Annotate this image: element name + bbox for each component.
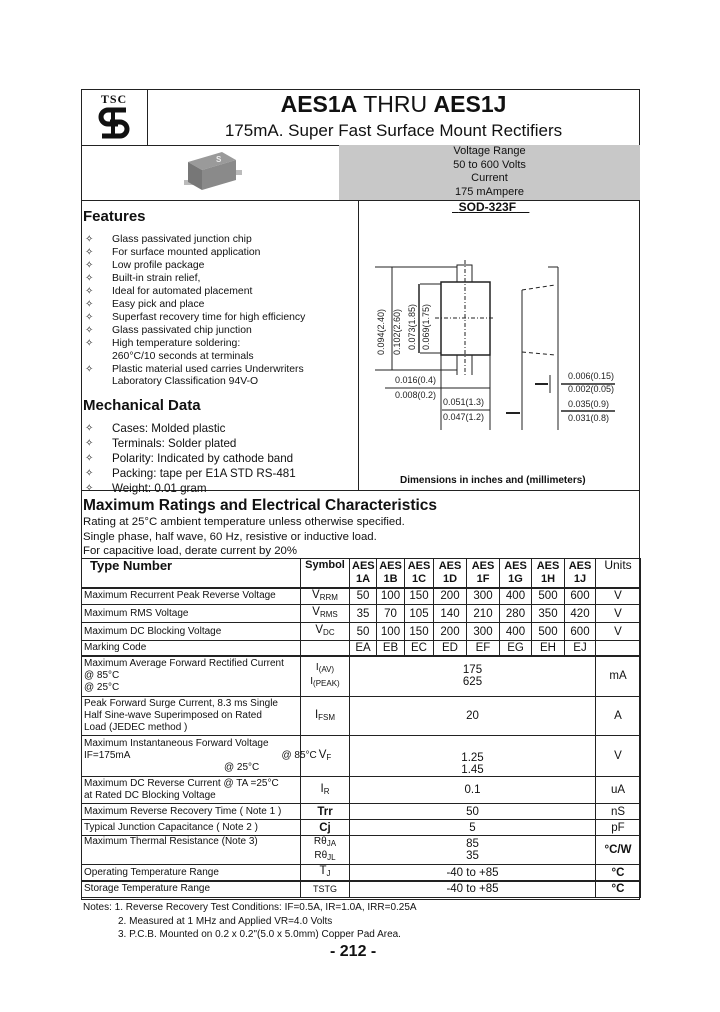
feature-item [83, 234, 305, 247]
table-row-vdc [82, 623, 641, 641]
package-name-text: SOD-323F [458, 200, 517, 214]
row-symbol: $I_{FSM}$ [301, 697, 350, 736]
dim-label: 0.031(0.8) [568, 413, 610, 423]
dim-label: 0.073(1.85) [407, 303, 417, 350]
cell-unit: nS [596, 804, 641, 820]
feature-text: Easy pick and place [112, 298, 205, 310]
diamond-bullet-icon: ✧ [85, 438, 94, 449]
table-row-marking [82, 641, 641, 656]
dim-label: 0.006(0.15) [568, 371, 615, 381]
table-row-tj [82, 865, 641, 882]
cell-value: EF [467, 641, 500, 656]
row-label: Maximum DC Blocking Voltage [82, 623, 301, 641]
cell-value: 1.25 1.45 [350, 736, 596, 777]
table-row-vrms [82, 605, 641, 623]
cell-value: 100 [377, 623, 405, 641]
dim-label: 0.035(0.9) [568, 399, 610, 409]
mechanical-list [83, 421, 296, 496]
cell-value: 150 [405, 623, 434, 641]
diamond-bullet-icon: ✧ [85, 337, 94, 349]
feature-text: Laboratory Classification 94V-O [112, 376, 259, 388]
table-row-vf [82, 736, 641, 777]
current-label: Current [471, 172, 508, 184]
row-symbol: $V_F$ [301, 736, 350, 777]
col-part: AES 1B [377, 559, 405, 588]
feature-item-continuation [83, 351, 305, 364]
table-row-vrrm [82, 588, 641, 605]
note-2: 2. Measured at 1 MHz and Applied VR=4.0 Volts [118, 915, 333, 927]
cell-value: 175 625 [350, 656, 596, 697]
col-part: AES 1G [500, 559, 532, 588]
feature-item [83, 312, 305, 325]
feature-item-continuation [83, 376, 305, 389]
feature-text: Glass passivated junction chip [112, 234, 252, 245]
note-3: 3. P.C.B. Mounted on 0.2 x 0.2"(5.0 x 5.0mm) Copper Pad Area. [118, 929, 401, 940]
row-symbol: $I_R$ [301, 777, 350, 804]
voltage-range-value: 50 to 600 Volts [453, 158, 526, 171]
row-label: Maximum Instantaneous Forward Voltage IF=175mA @ 85°C @ 25°C [82, 736, 301, 777]
diamond-bullet-icon: ✧ [85, 259, 94, 271]
summary-bottom-divider [81, 200, 640, 201]
mechanical-item [83, 421, 296, 436]
feature-text: 260°C/10 seconds at terminals [112, 350, 254, 362]
dim-label: 0.047(1.2) [443, 412, 485, 422]
table-row-tstg [82, 881, 641, 897]
ratings-table [81, 558, 641, 898]
row-symbol [301, 641, 350, 656]
row-symbol: $I_{(AV)}$ $I_{(PEAK)}$ [301, 656, 350, 697]
cell-value: 5 [350, 820, 596, 836]
cell-value: 200 [434, 623, 467, 641]
ratings-heading: Maximum Ratings and Electrical Characteristics [83, 497, 438, 514]
component-image [178, 148, 250, 194]
col-symbol: Symbol [301, 559, 350, 588]
table-header-row [82, 559, 641, 588]
diamond-bullet-icon: ✧ [85, 423, 94, 434]
feature-item [83, 364, 305, 377]
cell-value: 85 35 [350, 836, 596, 865]
dim-label: 0.016(0.4) [395, 375, 437, 385]
cell-value: 600 [565, 588, 596, 605]
cell-value: 300 [467, 623, 500, 641]
row-symbol: $R\theta_{JA}$ $R\theta_{JL}$ [301, 836, 350, 865]
dim-label: 0.102(2.60) [392, 308, 402, 355]
cell-value: -40 to +85 [350, 881, 596, 897]
cell-unit [596, 641, 641, 656]
diamond-bullet-icon: ✧ [85, 246, 94, 258]
row-label: Marking Code [82, 641, 301, 656]
cell-unit: °C/W [596, 836, 641, 865]
features-heading: Features [83, 208, 146, 225]
dim-label: 0.051(1.3) [443, 397, 485, 407]
ratings-line: Rating at 25°C ambient temperature unless otherwise specified. [83, 516, 405, 528]
table-row-ifsm [82, 697, 641, 736]
cell-value: 600 [565, 623, 596, 641]
cell-unit: mA [596, 656, 641, 697]
title-part-end: AES1J [433, 91, 507, 117]
cell-value: 150 [405, 588, 434, 605]
diamond-bullet-icon: ✧ [85, 324, 94, 336]
row-symbol: $T_J$ [301, 865, 350, 882]
diamond-bullet-icon: ✧ [85, 234, 94, 245]
dim-label: 0.094(2.40) [376, 308, 386, 355]
cell-value: EG [500, 641, 532, 656]
cell-value: 210 [467, 605, 500, 623]
cell-value: -40 to +85 [350, 865, 596, 882]
voltage-range-label: Voltage Range [453, 145, 526, 157]
row-label: Operating Temperature Range [82, 865, 301, 882]
col-part: AES 1A [350, 559, 377, 588]
cell-value: 20 [350, 697, 596, 736]
diamond-bullet-icon: ✧ [85, 483, 94, 494]
feature-text: For surface mounted application [112, 246, 261, 258]
col-part: AES 1H [532, 559, 565, 588]
diamond-bullet-icon: ✧ [85, 285, 94, 297]
mechanical-item [83, 436, 296, 451]
mechanical-text: Weight: 0.01 gram [112, 482, 207, 495]
feature-text: High temperature soldering: [112, 337, 241, 349]
cell-value: EJ [565, 641, 596, 656]
dim-label: 0.069(1.75) [421, 303, 431, 350]
table-row-iav [82, 656, 641, 697]
summary-box [339, 145, 640, 200]
col-part: AES 1D [434, 559, 467, 588]
current-value: 175 mAmpere [454, 185, 525, 198]
tsc-logo [82, 90, 147, 145]
cell-value: 200 [434, 588, 467, 605]
diamond-bullet-icon: ✧ [85, 468, 94, 479]
features-divider [358, 200, 359, 490]
cell-value: 400 [500, 588, 532, 605]
row-label: Storage Temperature Range [82, 881, 301, 897]
cell-value: EC [405, 641, 434, 656]
cell-unit: pF [596, 820, 641, 836]
package-name [452, 200, 529, 214]
mechanical-heading: Mechanical Data [83, 397, 201, 414]
cell-unit: °C [596, 881, 641, 897]
cell-value: EA [350, 641, 377, 656]
title-thru: THRU [357, 91, 434, 117]
cell-value: 70 [377, 605, 405, 623]
row-label: Maximum Reverse Recovery Time ( Note 1 ) [82, 804, 301, 820]
feature-item [83, 247, 305, 260]
table-row-ir [82, 777, 641, 804]
logo-text: TSC [100, 92, 128, 106]
table-row-cj [82, 820, 641, 836]
col-part: AES 1J [565, 559, 596, 588]
cell-unit: V [596, 736, 641, 777]
feature-item [83, 299, 305, 312]
diamond-bullet-icon: ✧ [85, 311, 94, 323]
cell-value: 500 [532, 623, 565, 641]
notes [83, 901, 417, 942]
page-number: - 212 - [330, 943, 377, 960]
row-label: Peak Forward Surge Current, 8.3 ms Single Half Sine-wave Superimposed on Rated Load (JEDEC method ) [82, 697, 301, 736]
cell-value: 350 [532, 605, 565, 623]
feature-item [83, 260, 305, 273]
row-symbol: TSTG [301, 881, 350, 897]
cell-value: 50 [350, 804, 596, 820]
feature-item [83, 273, 305, 286]
svg-text:S: S [216, 155, 222, 164]
row-symbol: $V_{RRM}$ [301, 588, 350, 605]
feature-item [83, 286, 305, 299]
row-label: Maximum Recurrent Peak Reverse Voltage [82, 588, 301, 605]
cell-value: ED [434, 641, 467, 656]
cell-value: 400 [500, 623, 532, 641]
row-symbol: Trr [301, 804, 350, 820]
cell-value: 0.1 [350, 777, 596, 804]
page-subtitle: 175mA. Super Fast Surface Mount Rectifiers [224, 121, 563, 140]
feature-item [83, 325, 305, 338]
cell-value: 50 [350, 588, 377, 605]
diamond-bullet-icon: ✧ [85, 272, 94, 284]
dim-label: 0.008(0.2) [395, 390, 437, 400]
dimension-note: Dimensions in inches and (millimeters) [400, 475, 586, 486]
package-dimension-drawing [370, 255, 640, 430]
cell-value: 500 [532, 588, 565, 605]
feature-text: Superfast recovery time for high efficiency [112, 311, 306, 323]
cell-value: 105 [405, 605, 434, 623]
cell-unit: V [596, 588, 641, 605]
mechanical-text: Polarity: Indicated by cathode band [112, 452, 294, 465]
feature-text: Low profile package [112, 259, 205, 271]
tsc-logo-icon [96, 106, 132, 140]
feature-text: Glass passivated chip junction [112, 324, 252, 336]
col-type-number: Type Number [82, 559, 301, 588]
diamond-bullet-icon: ✧ [85, 298, 94, 310]
page-title [147, 90, 640, 118]
cell-value: 140 [434, 605, 467, 623]
row-label: Typical Junction Capacitance ( Note 2 ) [82, 820, 301, 836]
row-label: Maximum Average Forward Rectified Current @ 85°C @ 25°C [82, 656, 301, 697]
ratings-line: For capacitive load, derate current by 20% [83, 545, 298, 557]
cell-unit: V [596, 623, 641, 641]
table-row-trr [82, 804, 641, 820]
row-label: Maximum RMS Voltage [82, 605, 301, 623]
feature-item [83, 338, 305, 351]
note-1: Notes: 1. Reverse Recovery Test Conditions: IF=0.5A, IR=1.0A, IRR=0.25A [83, 902, 417, 913]
cell-unit: A [596, 697, 641, 736]
cell-value: 50 [350, 623, 377, 641]
mechanical-text: Cases: Molded plastic [112, 422, 226, 435]
col-part: AES 1F [467, 559, 500, 588]
features-list [83, 234, 305, 389]
row-symbol: Cj [301, 820, 350, 836]
cell-value: 300 [467, 588, 500, 605]
cell-value: 280 [500, 605, 532, 623]
row-symbol: $V_{RMS}$ [301, 605, 350, 623]
feature-text: Built-in strain relief, [112, 272, 201, 284]
feature-text: Ideal for automated placement [112, 285, 253, 297]
mechanical-text: Terminals: Solder plated [112, 437, 237, 450]
cell-unit: V [596, 605, 641, 623]
diamond-bullet-icon: ✧ [85, 363, 94, 375]
mechanical-item [83, 451, 296, 466]
diamond-bullet-icon: ✧ [85, 453, 94, 464]
dim-label: 0.002(0.05) [568, 384, 615, 394]
ratings-line: Single phase, half wave, 60 Hz, resistive or inductive load. [83, 531, 377, 543]
col-units: Units [596, 559, 641, 588]
col-part: AES 1C [405, 559, 434, 588]
mechanical-item [83, 481, 296, 496]
mechanical-item [83, 466, 296, 481]
cell-value: 35 [350, 605, 377, 623]
cell-value: EH [532, 641, 565, 656]
mechanical-text: Packing: tape per E1A STD RS-481 [112, 467, 296, 480]
cell-value: 100 [377, 588, 405, 605]
cell-unit: °C [596, 865, 641, 882]
table-row-rth [82, 836, 641, 865]
feature-text: Plastic material used carries Underwriters [112, 363, 304, 375]
title-part-start: AES1A [280, 91, 358, 117]
row-label: Maximum Thermal Resistance (Note 3) [82, 836, 301, 865]
row-label: Maximum DC Reverse Current @ TA =25°C at Rated DC Blocking Voltage [82, 777, 301, 804]
cell-value: 420 [565, 605, 596, 623]
row-symbol: $V_{DC}$ [301, 623, 350, 641]
cell-unit: uA [596, 777, 641, 804]
cell-value: EB [377, 641, 405, 656]
